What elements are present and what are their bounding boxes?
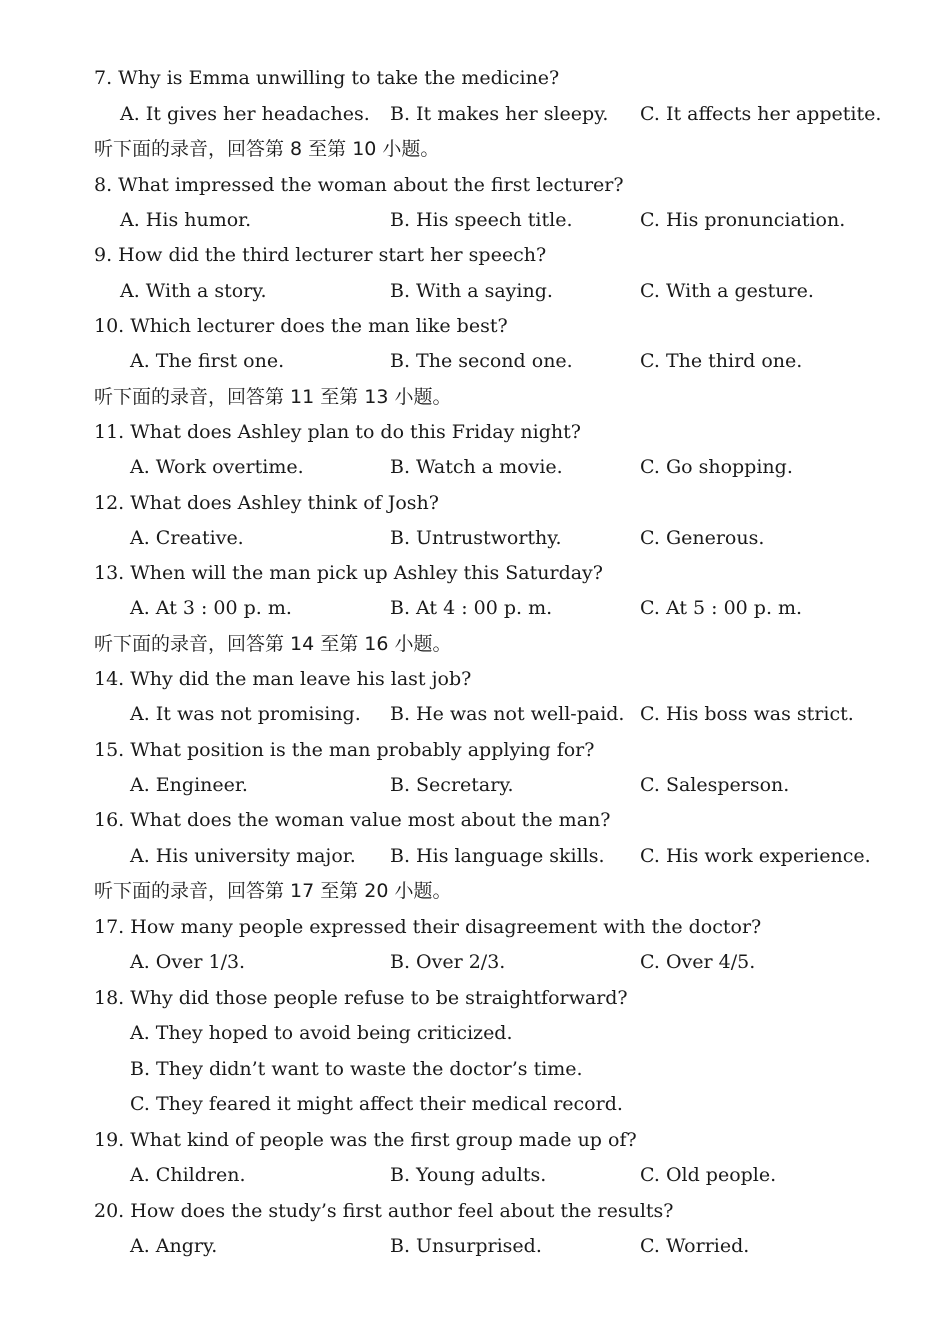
question-17: 17. How many people expressed their disagreement with the doctor?: [94, 916, 762, 938]
q20-option-a: A. Angry.: [130, 1235, 218, 1257]
section-instruction-14-16: 听下面的录音，回答第 14 至第 16 小题。: [94, 633, 452, 655]
q16-option-a: A. His university major.: [130, 845, 356, 867]
q13-option-b: B. At 4 : 00 p. m.: [390, 597, 553, 619]
q8-option-c: C. His pronunciation.: [640, 209, 846, 231]
question-14: 14. Why did the man leave his last job?: [94, 668, 472, 690]
q15-option-a: A. Engineer.: [130, 774, 248, 796]
q11-option-c: C. Go shopping.: [640, 456, 793, 478]
q12-option-c: C. Generous.: [640, 527, 765, 549]
section-instruction-11-13: 听下面的录音，回答第 11 至第 13 小题。: [94, 386, 452, 408]
section-instruction-17-20: 听下面的录音，回答第 17 至第 20 小题。: [94, 880, 452, 902]
question-9: 9. How did the third lecturer start her speech?: [94, 244, 547, 266]
question-18: 18. Why did those people refuse to be straightforward?: [94, 987, 628, 1009]
question-16: 16. What does the woman value most about the man?: [94, 809, 611, 831]
question-12: 12. What does Ashley think of Josh?: [94, 492, 439, 514]
q18-option-a: A. They hoped to avoid being criticized.: [130, 1022, 513, 1044]
q18-option-c: C. They feared it might affect their medical record.: [130, 1093, 623, 1115]
question-10: 10. Which lecturer does the man like best?: [94, 315, 508, 337]
q14-option-b: B. He was not well-paid.: [390, 703, 625, 725]
q7-option-a: A. It gives her headaches.: [120, 103, 370, 125]
q9-option-a: A. With a story.: [120, 280, 267, 302]
q16-option-b: B. His language skills.: [390, 845, 605, 867]
q9-option-c: C. With a gesture.: [640, 280, 814, 302]
q14-option-a: A. It was not promising.: [130, 703, 361, 725]
q13-option-a: A. At 3 : 00 p. m.: [130, 597, 292, 619]
q12-option-a: A. Creative.: [130, 527, 244, 549]
q15-option-c: C. Salesperson.: [640, 774, 790, 796]
q17-option-b: B. Over 2/3.: [390, 951, 506, 973]
question-19: 19. What kind of people was the first group made up of?: [94, 1129, 637, 1151]
q19-option-c: C. Old people.: [640, 1164, 777, 1186]
q18-option-b: B. They didn’t want to waste the doctor’s time.: [130, 1058, 583, 1080]
q19-option-b: B. Young adults.: [390, 1164, 547, 1186]
question-8: 8. What impressed the woman about the first lecturer?: [94, 174, 624, 196]
q11-option-a: A. Work overtime.: [130, 456, 304, 478]
q10-option-b: B. The second one.: [390, 350, 573, 372]
q7-option-c: C. It affects her appetite.: [640, 103, 882, 125]
q12-option-b: B. Untrustworthy.: [390, 527, 562, 549]
q9-option-b: B. With a saying.: [390, 280, 553, 302]
question-13: 13. When will the man pick up Ashley this Saturday?: [94, 562, 603, 584]
q16-option-c: C. His work experience.: [640, 845, 871, 867]
q13-option-c: C. At 5 : 00 p. m.: [640, 597, 803, 619]
q8-option-a: A. His humor.: [120, 209, 252, 231]
q11-option-b: B. Watch a movie.: [390, 456, 563, 478]
q19-option-a: A. Children.: [130, 1164, 246, 1186]
q10-option-c: C. The third one.: [640, 350, 803, 372]
question-20: 20. How does the study’s first author feel about the results?: [94, 1200, 674, 1222]
q20-option-c: C. Worried.: [640, 1235, 750, 1257]
q15-option-b: B. Secretary.: [390, 774, 514, 796]
question-11: 11. What does Ashley plan to do this Friday night?: [94, 421, 581, 443]
q17-option-a: A. Over 1/3.: [130, 951, 246, 973]
q17-option-c: C. Over 4/5.: [640, 951, 756, 973]
q14-option-c: C. His boss was strict.: [640, 703, 854, 725]
question-7: 7. Why is Emma unwilling to take the medicine?: [94, 67, 560, 89]
section-instruction-8-10: 听下面的录音，回答第 8 至第 10 小题。: [94, 138, 440, 160]
q10-option-a: A. The first one.: [130, 350, 285, 372]
q20-option-b: B. Unsurprised.: [390, 1235, 542, 1257]
question-15: 15. What position is the man probably applying for?: [94, 739, 595, 761]
q8-option-b: B. His speech title.: [390, 209, 573, 231]
q7-option-b: B. It makes her sleepy.: [390, 103, 609, 125]
